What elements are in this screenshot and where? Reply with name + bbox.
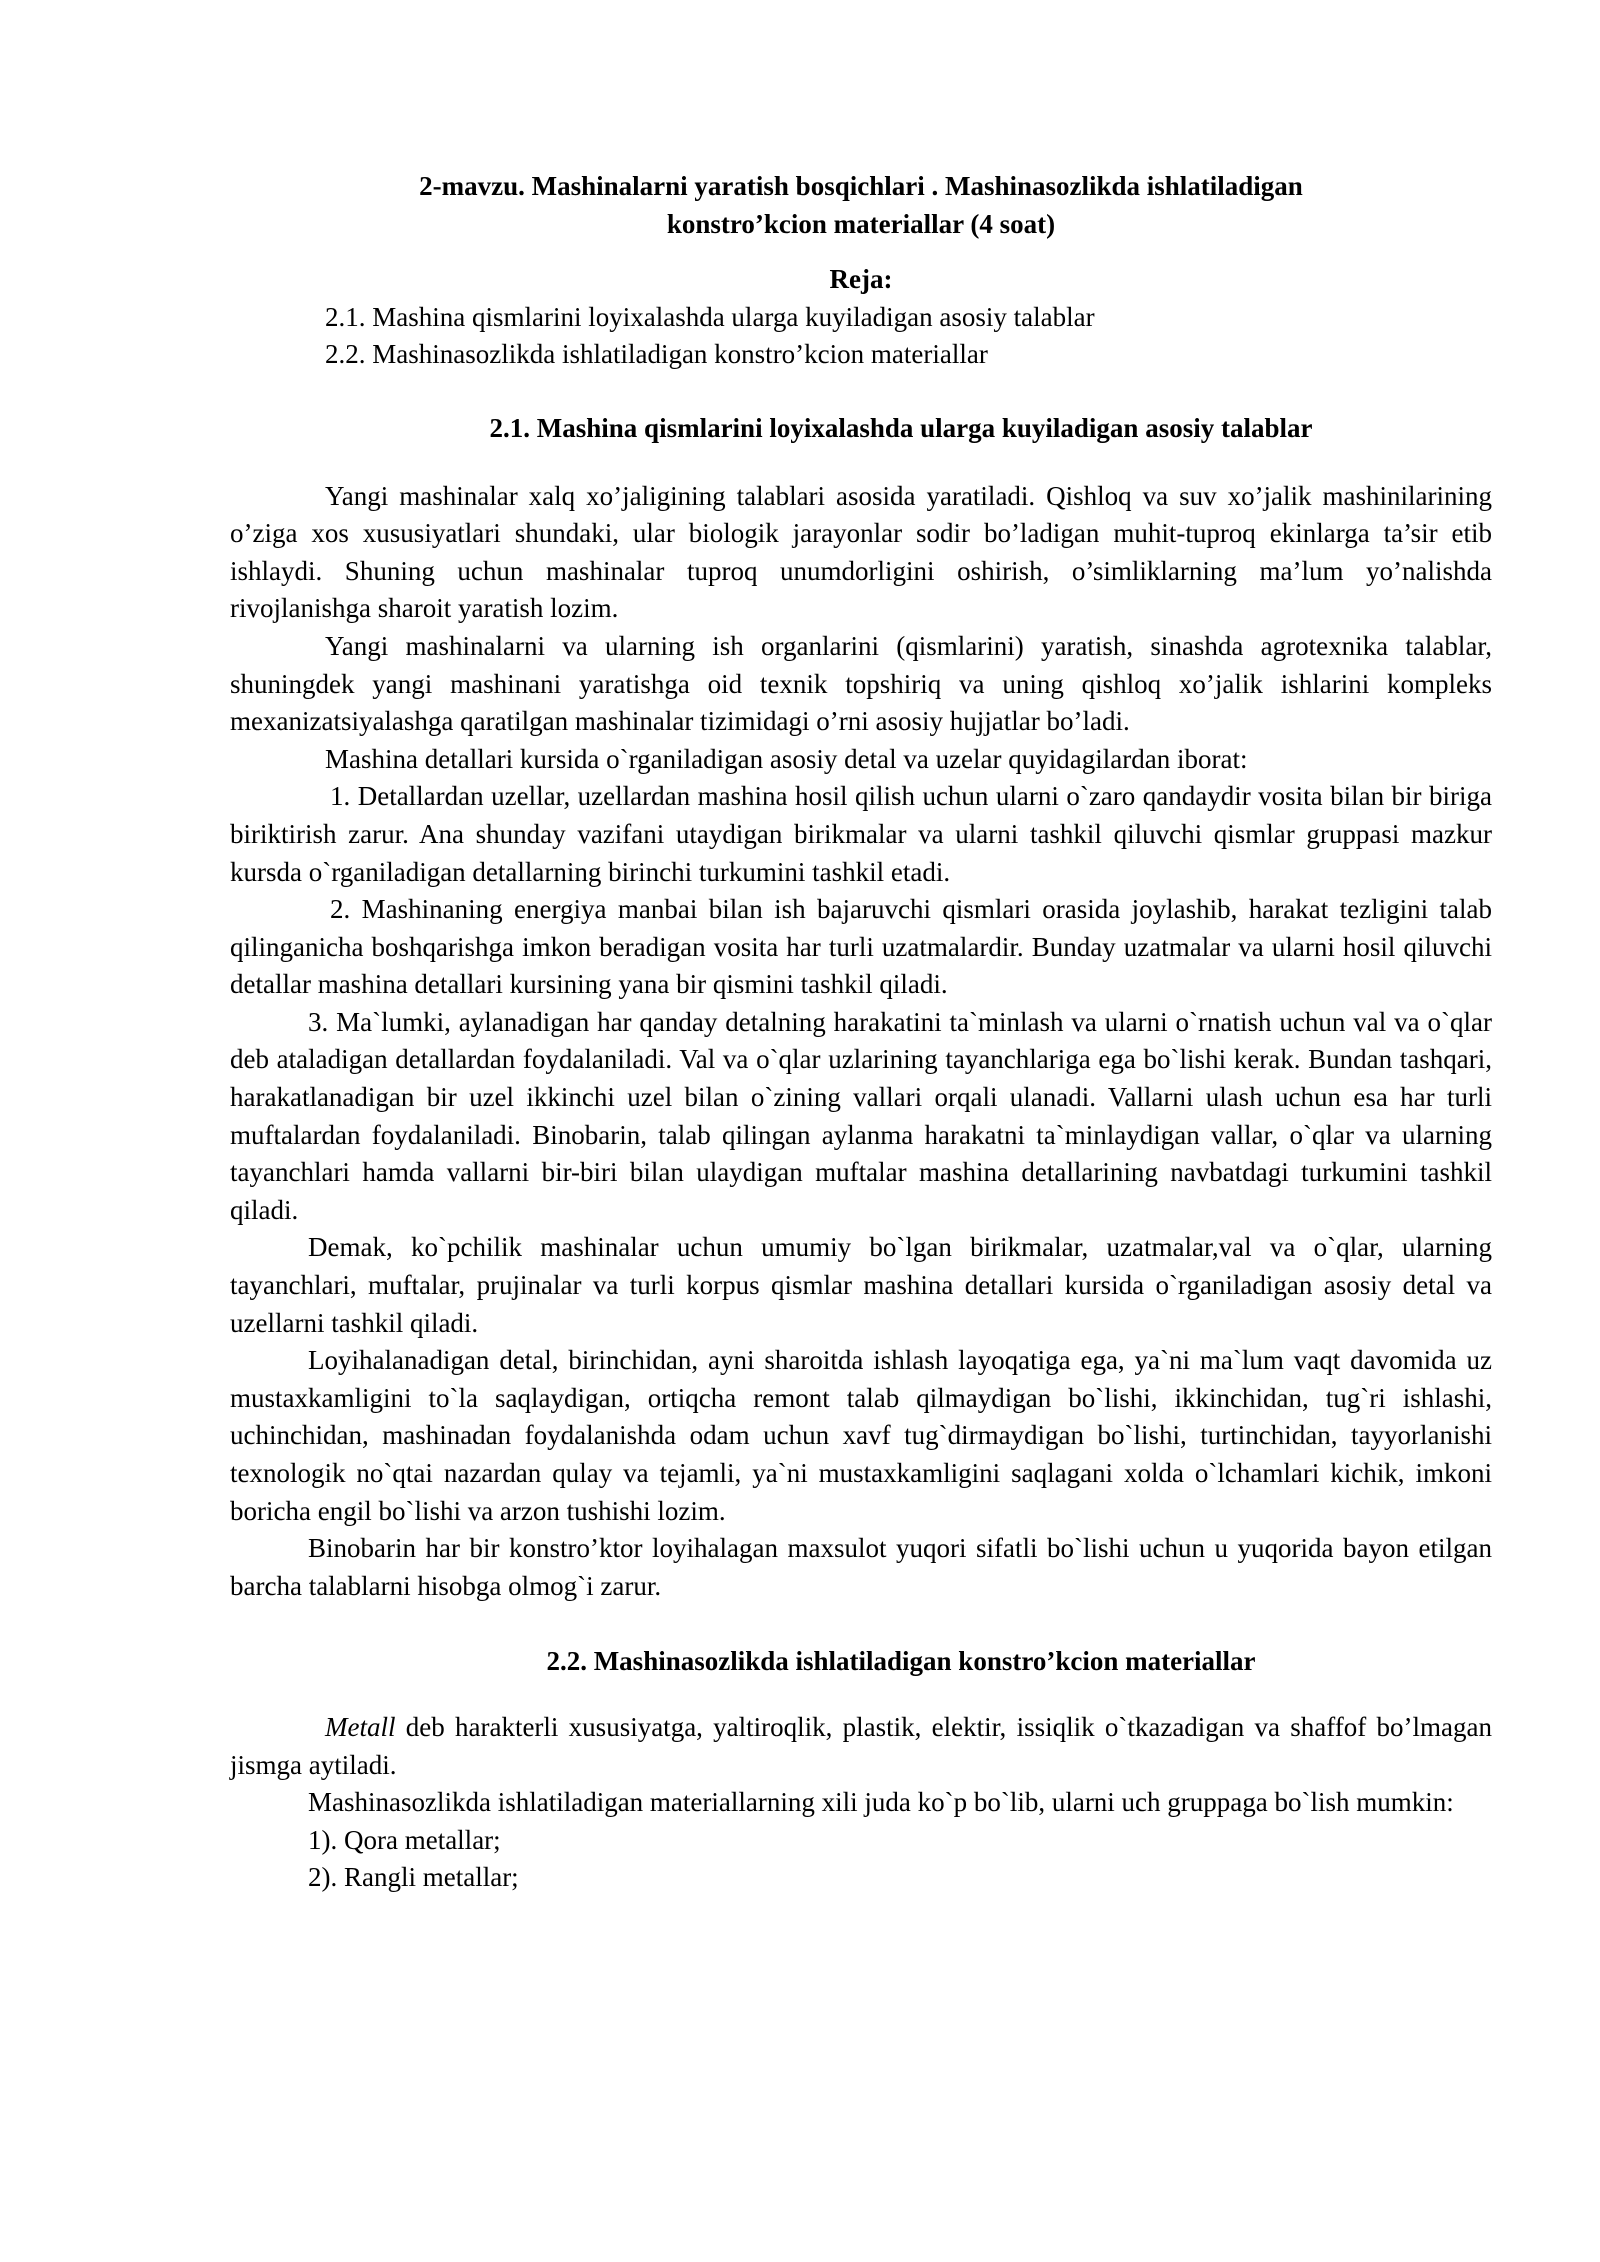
metal-term: Metall bbox=[325, 1711, 396, 1742]
plan-list bbox=[325, 299, 1492, 374]
title-line-2: konstro’kcion materiallar (4 soat) bbox=[666, 208, 1056, 239]
paragraph: Mashinasozlikda ishlatiladigan materiallarning xili juda ko`p bo`lib, ularni uch gruppaga bo`lish mumkin: bbox=[308, 1787, 1454, 1818]
list-item: 2). Rangli metallar; bbox=[308, 1862, 519, 1893]
paragraph: 3. Ma`lumki, aylanadigan har qanday detalning harakatini ta`minlash va ularni o`rnatish uchun val va o`qlar deb ataladigan detallardan foydalaniladi. Val va o`qlar uzlarining tayanchlariga ega bo`lishi kerak. Bundan tashqari, harakatlanadigan bir uzel ikkinchi uzel bilan o`zining vallari orqali ulanadi. Vallarni ulash uchun esa har turli muftalardan foydalaniladi. Binobarin, talab qilingan aylanma harakatni ta`minlaydigan vallar, o`qlar va ularning tayanchlari hamda vallarni bir-biri bilan ulaydigan muftalar mashina detallarining navbatdagi turkumini tashkil qiladi. bbox=[230, 1006, 1492, 1225]
document-title bbox=[230, 168, 1492, 243]
title-line-1: 2-mavzu. Mashinalarni yaratish bosqichlari . Mashinasozlikda ishlatiladigan bbox=[419, 171, 1303, 201]
paragraph: Demak, ko`pchilik mashinalar uchun umumiy bo`lgan birikmalar, uzatmalar,val va o`qlar, ularning tayanchlari, muftalar, prujinalar va turli korpus qismlar mashina detallari kursida o`rganiladigan asosiy detal va uzellarni tashkil qiladi. bbox=[230, 1232, 1492, 1338]
paragraph: Yangi mashinalarni va ularning ish organlarini (qismlarini) yaratish, sinashda agrotexnika talablar, shuningdek yangi mashinani yaratishga oid texnik topshiriq va uning qishloq xo’jalik ishlarini kompleks mexanizatsiyalashga qaratilgan mashinalar tizimidagi o’rni asosiy hujjatlar bo’ladi. bbox=[230, 630, 1492, 737]
metal-definition bbox=[230, 1709, 1492, 1784]
paragraph: 1. Detallardan uzellar, uzellardan mashina hosil qilish uchun ularni o`zaro qandaydir vosita bilan bir biriga biriktirish zarur. Ana shunday vazifani utaydigan birikmalar va ularni tashkil qiluvchi qismlar gruppasi mazkur kursda o`rganiladigan detallarning birinchi turkumini tashkil etadi. bbox=[230, 781, 1492, 887]
document-page bbox=[230, 168, 1492, 1897]
list-item: 1). Qora metallar; bbox=[308, 1824, 501, 1855]
paragraph: 2. Mashinaning energiya manbai bilan ish bajaruvchi qismlari orasida joylashib, harakat tezligini talab qilinganicha boshqarishga imkon beradigan vosita har turli uzatmalardir. Bunday uzatmalar va ularni hosil qiluvchi detallar mashina detallari kursining yana bir qismini tashkil qiladi. bbox=[230, 894, 1492, 1000]
material-groups bbox=[308, 1822, 1492, 1897]
metal-definition-text: deb harakterli xususiyatga, yaltiroqlik, plastik, elektir, issiqlik o`tkazadigan va shaffof bo’lmagan jismga aytiladi. bbox=[230, 1711, 1492, 1780]
section-2-heading: 2.2. Mashinasozlikda ishlatiladigan konstro’kcion materiallar bbox=[546, 1646, 1256, 1677]
plan-item: 2.2. Mashinasozlikda ishlatiladigan konstro’kcion materiallar bbox=[325, 339, 988, 370]
paragraph: Mashina detallari kursida o`rganiladigan asosiy detal va uzelar quyidagilardan iborat: bbox=[325, 743, 1248, 774]
plan-item: 2.1. Mashina qismlarini loyixalashda ularga kuyiladigan asosiy talablar bbox=[325, 301, 1095, 332]
section-1-heading: 2.1. Mashina qismlarini loyixalashda ularga kuyiladigan asosiy talablar bbox=[489, 412, 1313, 443]
plan-heading: Reja: bbox=[829, 264, 893, 295]
paragraph: Yangi mashinalar xalq xo’jaligining talablari asosida yaratiladi. Qishloq va suv xo’jalik mashinilarining o’ziga xos xususiyatlari shundaki, ular biologik jarayonlar sodir bo’ladigan muhit-tuproq ekinlarga ta’sir etib ishlaydi. Shuning uchun mashinalar tuproq unumdorligini oshirish, o’simliklarning ma’lum yo’nalishda rivojlanishga sharoit yaratish lozim. bbox=[230, 480, 1492, 624]
paragraph: Loyihalanadigan detal, birinchidan, ayni sharoitda ishlash layoqatiga ega, ya`ni ma`lum vaqt davomida uz mustaxkamligini to`la saqlaydigan, ortiqcha remont talab qilmaydigan bo`lishi, ikkinchidan, tug`ri ishlashi, uchinchidan, mashinadan foydalanishda odam uchun xavf tug`dirmaydigan bo`lishi, turtinchidan, tayyorlanishi texnologik no`qtai nazardan qulay va tejamli, ya`ni mustaxkamligini saqlagani xolda o`lchamlari kichik, imkoni boricha engil bo`lishi va arzon tushishi lozim. bbox=[230, 1345, 1492, 1526]
paragraph: Binobarin har bir konstro’ktor loyihalagan maxsulot yuqori sifatli bo`lishi uchun u yuqorida bayon etilgan barcha talablarni hisobga olmog`i zarur. bbox=[230, 1533, 1492, 1601]
